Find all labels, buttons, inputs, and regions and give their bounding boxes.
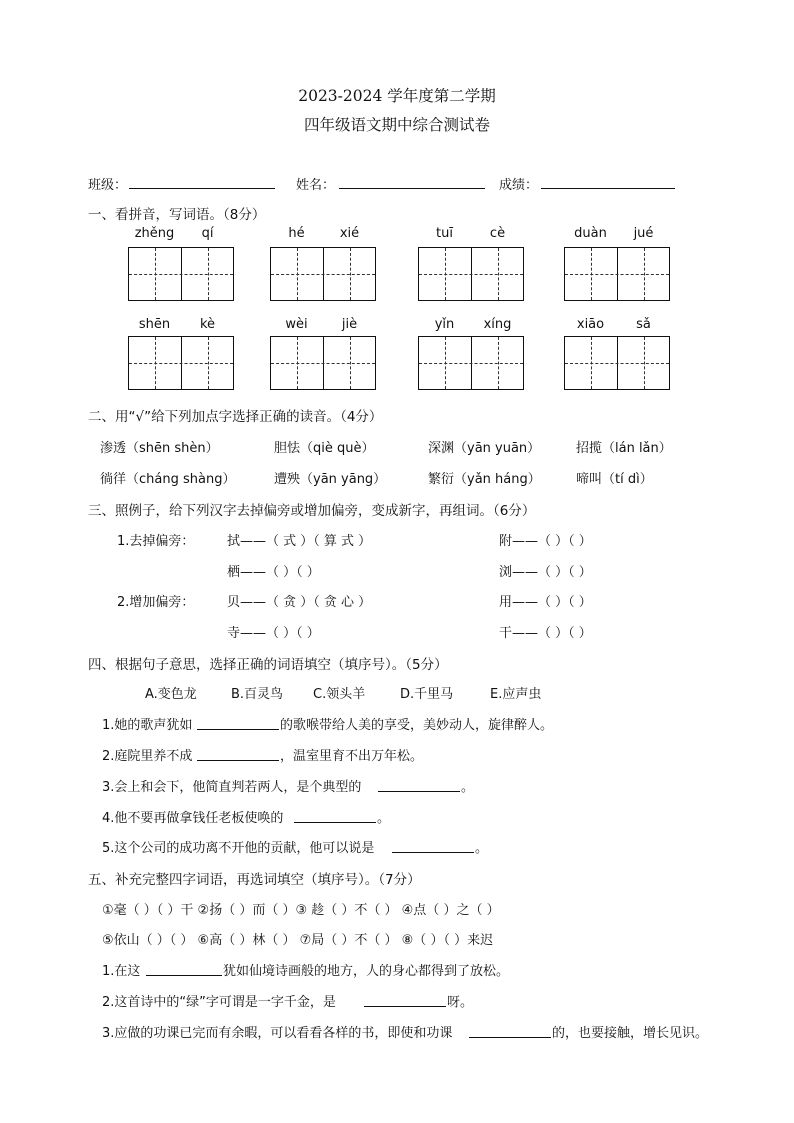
sentence-text: 2.庭院里养不成 <box>102 749 193 764</box>
answer-blank[interactable] <box>364 1006 446 1007</box>
sentence-text: 3.会上和会下，他简直判若两人，是个典型的 <box>102 780 362 795</box>
radical-item[interactable]: 浏——（ ）（ ） <box>499 565 592 580</box>
answer-blank[interactable] <box>392 852 474 853</box>
pronunciation-item[interactable]: 深渊（yān yuān） <box>428 441 541 456</box>
word-option: C.领头羊 <box>313 687 366 702</box>
writing-grid[interactable] <box>270 336 376 390</box>
q2-heading: 二、用“√”给下列加点字选择正确的读音。（4分） <box>88 409 383 425</box>
pronunciation-item[interactable]: 啼叫（tí dì） <box>576 472 653 487</box>
radical-item[interactable]: 寺——（ ）（ ） <box>227 626 320 641</box>
sentence-text: ，温室里育不出万年松。 <box>280 749 424 764</box>
pronunciation-item[interactable]: 渗透（shēn shèn） <box>100 441 219 456</box>
answer-blank[interactable] <box>146 975 222 976</box>
pronunciation-item[interactable]: 招揽（lán lǎn） <box>576 441 672 456</box>
pinyin: duàn <box>574 226 607 241</box>
sentence-text: 1.在这 <box>102 964 141 979</box>
idiom-row[interactable]: ⑤依山（ ）（ ） ⑥高（ ）林（ ） ⑦局（ ）不（ ） ⑧（ ）（ ）来迟 <box>102 933 494 948</box>
writing-grid[interactable] <box>418 247 524 301</box>
exam-term-title: 2023-2024 学年度第二学期 <box>298 87 496 105</box>
pronunciation-item[interactable]: 徜徉（cháng shàng） <box>100 472 236 487</box>
radical-item: 贝——（ 贪 ）（ 贪 心 ） <box>227 595 372 610</box>
pinyin: qí <box>201 226 214 241</box>
word-option: A.变色龙 <box>145 687 197 702</box>
pinyin: cè <box>489 226 506 241</box>
word-option: D.千里马 <box>400 687 454 702</box>
q5-heading: 五、补充完整四字词语，再选词填空（填序号）。（7分） <box>88 872 421 888</box>
answer-blank[interactable] <box>294 822 376 823</box>
exam-title: 四年级语文期中综合测试卷 <box>303 116 490 134</box>
idiom-row[interactable]: ①毫（ ）（ ）干 ②扬（ ）而（ ）③ 趁（ ）不（ ） ④点（ ）之（ ） <box>102 903 500 918</box>
sentence-text: 2.这首诗中的“绿”字可谓是一字千金，是 <box>102 995 336 1010</box>
pinyin: sǎ <box>636 317 651 332</box>
q1-heading: 一、看拼音，写词语。（8分） <box>88 207 266 223</box>
radical-item[interactable]: 用——（ ）（ ） <box>499 595 592 610</box>
q3-heading: 三、照例子，给下列汉字去掉偏旁或增加偏旁，变成新字，再组词。（6分） <box>88 503 536 519</box>
sentence-text: 犹如仙境诗画般的地方，人的身心都得到了放松。 <box>223 964 510 979</box>
radical-item: 拭——（ 式 ）（ 算 式 ） <box>227 534 372 549</box>
pinyin: wèi <box>285 317 308 332</box>
pinyin: shēn <box>138 317 171 332</box>
sentence-text: 。 <box>475 841 489 856</box>
sentence-text: 。 <box>377 811 391 826</box>
add-radical-label: 2.增加偏旁： <box>117 595 195 610</box>
pronunciation-item[interactable]: 胆怯（qiè què） <box>274 441 375 456</box>
writing-grid[interactable] <box>270 247 376 301</box>
pinyin: xiāo <box>576 317 605 332</box>
sentence-text: 1.她的歌声犹如 <box>102 718 193 733</box>
answer-blank[interactable] <box>197 760 279 761</box>
sentence-text: 呀。 <box>447 995 474 1010</box>
writing-grid[interactable] <box>564 247 670 301</box>
pinyin: tuī <box>436 226 453 241</box>
answer-blank[interactable] <box>469 1037 551 1038</box>
name-blank[interactable] <box>339 188 485 189</box>
pinyin: zhěng <box>134 226 175 241</box>
sentence-text: 。 <box>461 780 475 795</box>
radical-item[interactable]: 干——（ ）（ ） <box>499 626 592 641</box>
pinyin: hé <box>288 226 305 241</box>
radical-item[interactable]: 栖——（ ）（ ） <box>227 565 320 580</box>
remove-radical-label: 1.去掉偏旁： <box>117 534 195 549</box>
pinyin: yǐn <box>434 317 455 332</box>
sentence-text: 4.他不要再做拿钱任老板使唤的 <box>102 811 284 826</box>
q4-heading: 四、根据句子意思，选择正确的词语填空（填序号）。（5分） <box>88 657 448 673</box>
sentence-text: 5.这个公司的成功离不开他的贡献，他可以说是 <box>102 841 375 856</box>
pronunciation-item[interactable]: 繁衍（yǎn háng） <box>428 472 541 487</box>
answer-blank[interactable] <box>378 791 460 792</box>
score-label: 成绩： <box>499 178 539 193</box>
sentence-text: 3.应做的功课已完而有余暇，可以看看各样的书，即使和功课 <box>102 1026 453 1041</box>
sentence-text: 的歌喉带给人美的享受，美妙动人，旋律醉人。 <box>280 718 554 733</box>
writing-grid[interactable] <box>128 247 234 301</box>
writing-grid[interactable] <box>418 336 524 390</box>
pinyin: kè <box>199 317 216 332</box>
word-option: B.百灵鸟 <box>231 687 284 702</box>
radical-item[interactable]: 附——（ ）（ ） <box>499 534 592 549</box>
class-blank[interactable] <box>129 188 275 189</box>
pinyin: jiè <box>341 317 358 332</box>
pronunciation-item[interactable]: 遭殃（yān yāng） <box>274 472 387 487</box>
answer-blank[interactable] <box>197 729 279 730</box>
writing-grid[interactable] <box>564 336 670 390</box>
name-label: 姓名： <box>296 178 336 193</box>
sentence-text: 的，也要接触，增长见识。 <box>552 1026 709 1041</box>
word-option: E.应声虫 <box>490 687 542 702</box>
score-blank[interactable] <box>541 188 675 189</box>
class-label: 班级： <box>88 178 128 193</box>
writing-grid[interactable] <box>128 336 234 390</box>
pinyin: jué <box>633 226 654 241</box>
pinyin: xíng <box>483 317 512 332</box>
pinyin: xié <box>339 226 360 241</box>
